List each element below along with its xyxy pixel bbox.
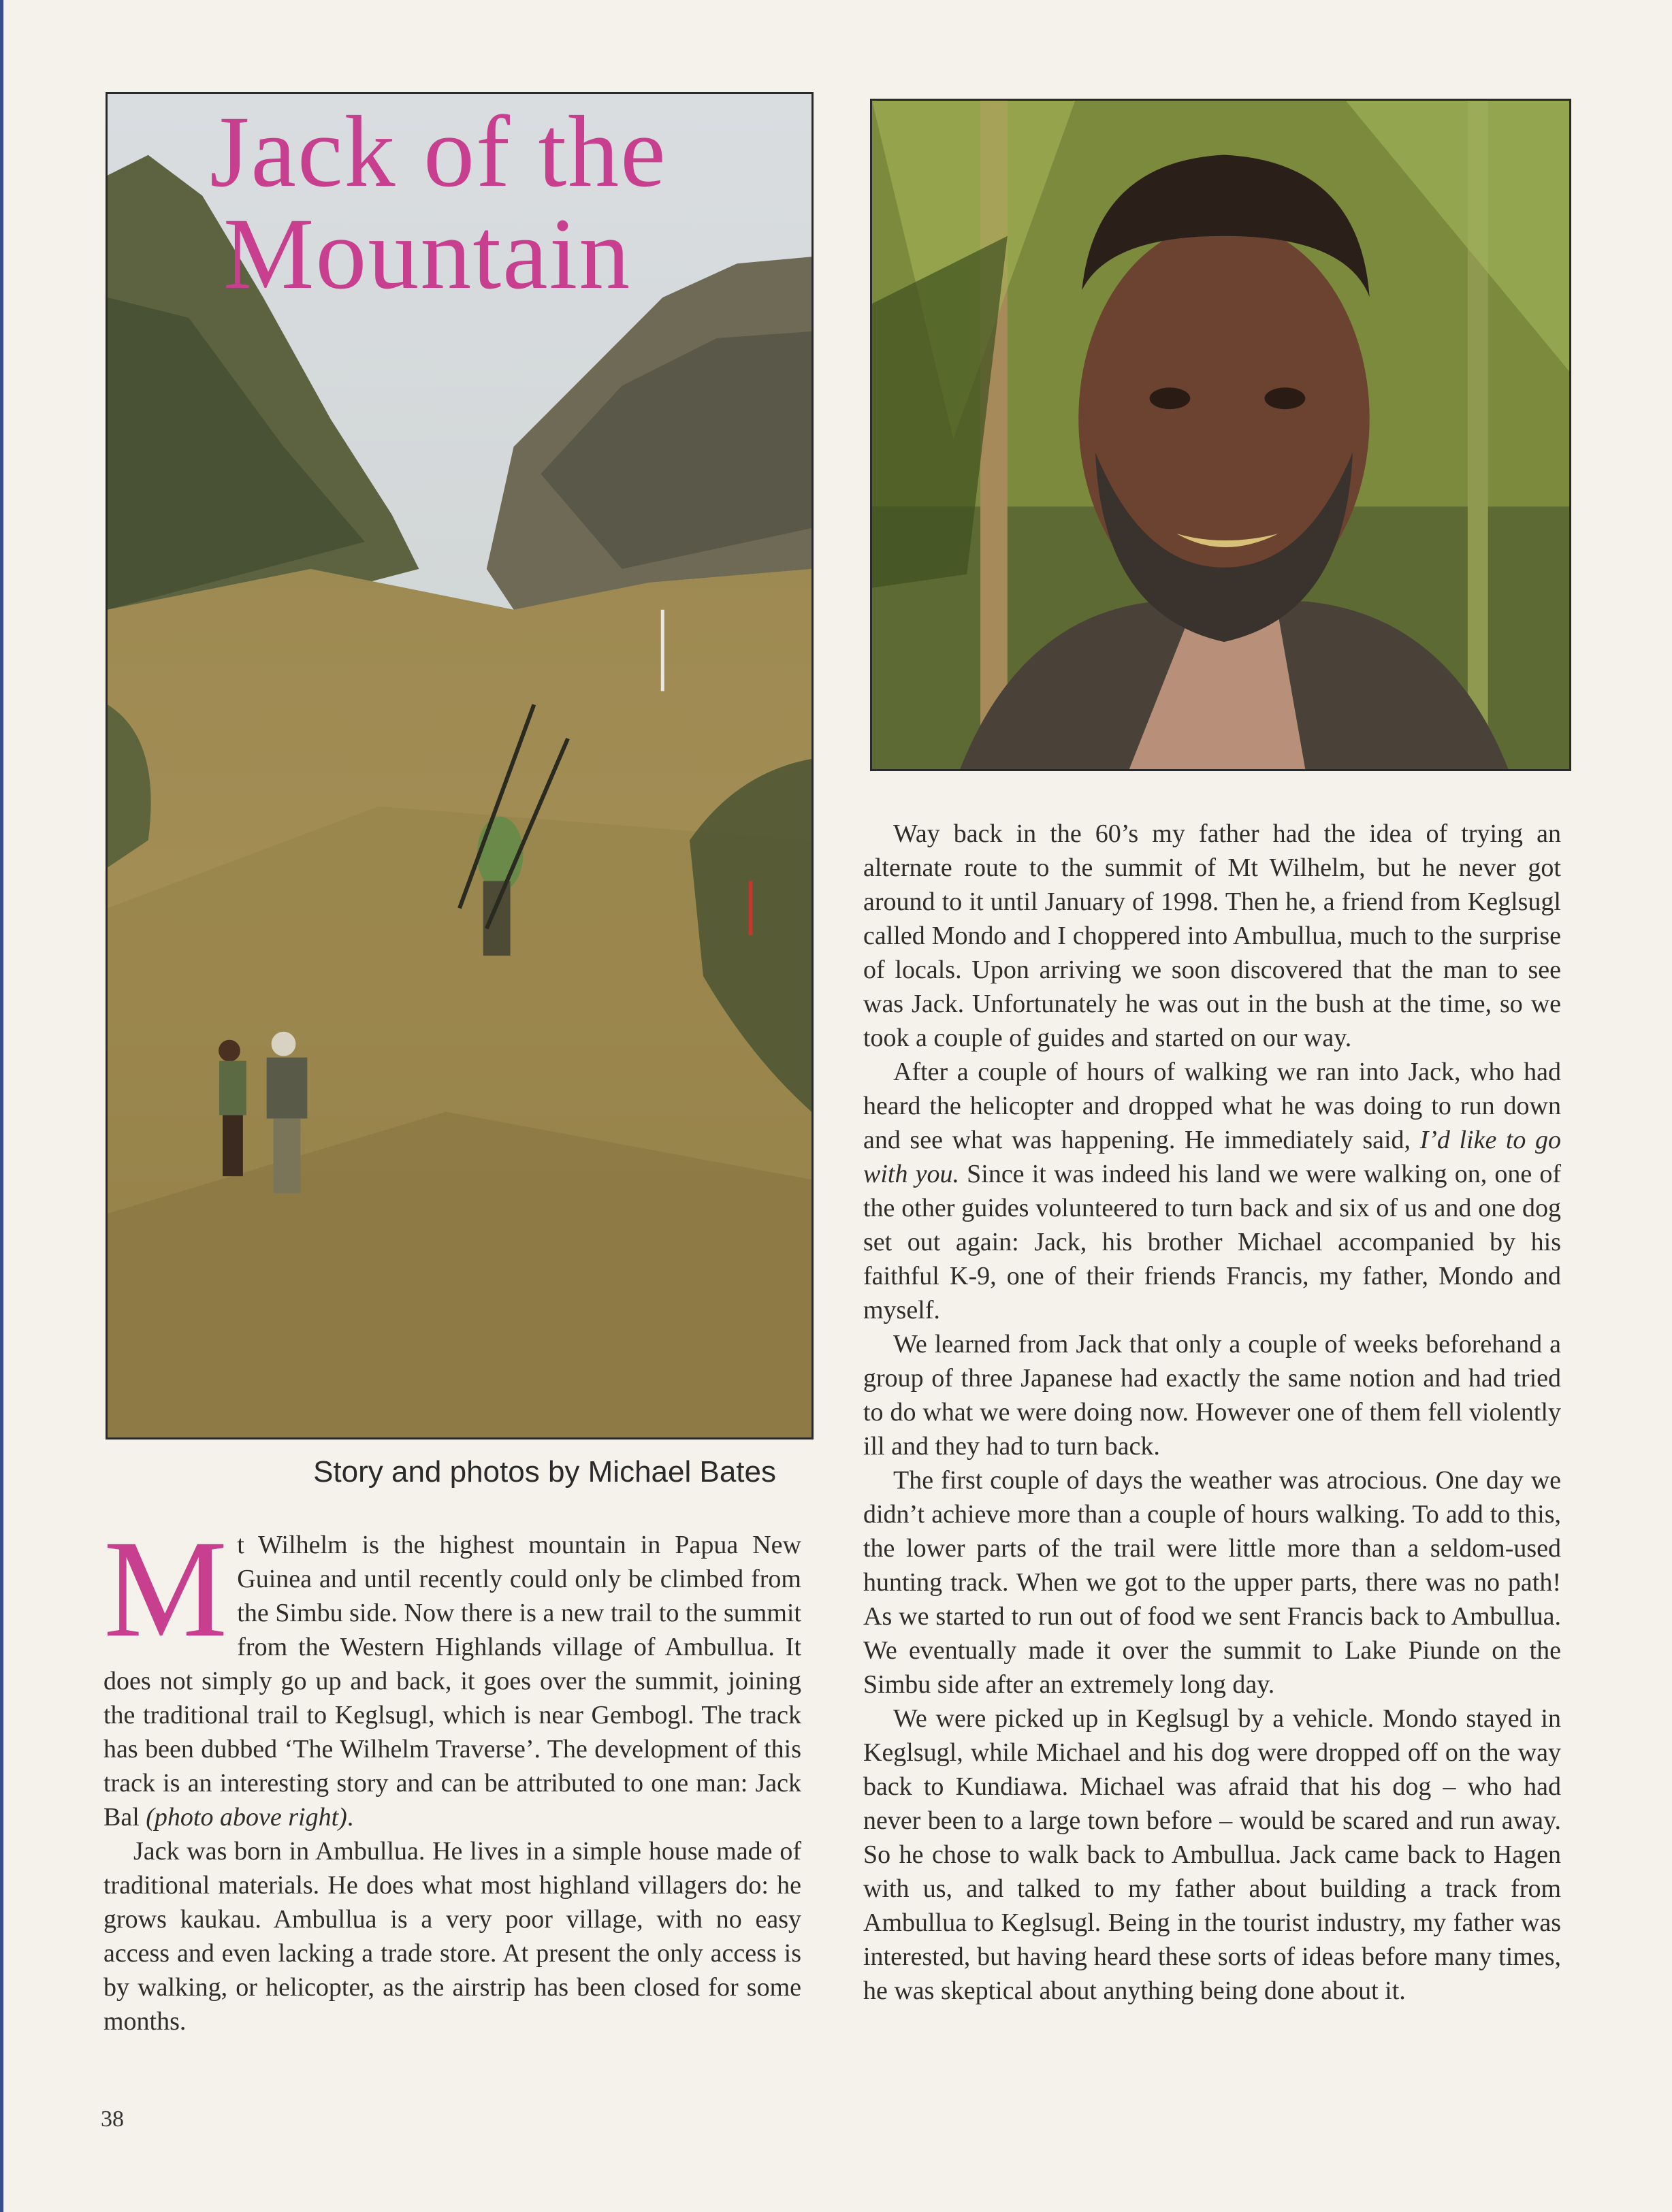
mountain-trail-photo (106, 92, 814, 1440)
paragraph-keglsugl: We were picked up in Keglsugl by a vehicle. Mondo stayed in Keglsugl, while Michael and his dog were dropped off on the way back to Kundiawa. Michael was afraid that his dog – who had never been to a large town before – would be scared and run away. So he chose to walk back to Ambullua. Jack came back to Hagen with us, and talked to my father about building a track from Ambullua to Keglsugl. Being in the tourist industry, my father was interested, but having heard these sorts of ideas before many times, he was skeptical about anything being done about it. (863, 1704, 1561, 2005)
title-line-1: Jack of the (210, 95, 667, 208)
portrait-illustration (872, 101, 1569, 769)
jack-portrait-photo (870, 99, 1571, 771)
page-edge-strip (0, 0, 3, 2212)
byline: Story and photos by Michael Bates (313, 1455, 776, 1489)
paragraph-walking (863, 1055, 1561, 1327)
jack-quote: I’d like to go with you. (863, 1126, 1561, 1188)
paragraph-weather: The first couple of days the weather was atrocious. One day we didn’t achieve more than a couple of hours walking. To add to this, the lower parts of the trail were little more than a seldom-used hunting track. When we got to the upper parts, there was no path! As we started to run out of food we sent Francis back to Ambullua. We eventually made it over the summit to Lake Piunde on the Simbu side after an extremely long day. (863, 1466, 1561, 1699)
page-number: 38 (101, 2107, 124, 2132)
paragraph-walking-tail: Since it was indeed his land we were walking on, one of the other guides volunteered to turn back and six of us and one dog set out again: Jack, his brother Michael accompanied by his faithful K-9, one of their friends Francis, my father, Mondo and myself. (863, 1160, 1562, 1324)
paragraph-ambullua: Jack was born in Ambullua. He lives in a simple house made of traditional materials. He does what most highland villagers do: he grows kaukau. Ambullua is a very poor village, with no easy access and even lacking a trade store. At present the only access is by walking, or helicopter, as the airstrip has been closed for some months. (103, 1837, 801, 2036)
intro-paragraph (103, 1512, 801, 1834)
paragraph-walking-lead: After a couple of hours of walking we ran into Jack, who had heard the helicopter and dropped what he was doing to run down and see what was happening. He immediately said, (863, 1058, 1561, 1154)
article-title (210, 95, 667, 310)
right-text-column (863, 817, 1561, 2008)
paragraph-japanese: We learned from Jack that only a couple of weeks beforehand a group of three Japanese had exactly the same notion and had tried to do what we were doing now. However one of them fell violently ill and they had to turn back. (863, 1330, 1561, 1461)
drop-cap: M (103, 1512, 228, 1666)
left-text-column (103, 1512, 801, 2038)
title-line-2: Mountain (223, 197, 632, 310)
intro-tail: . (347, 1803, 354, 1832)
paragraph-way-back: Way back in the 60’s my father had the idea of trying an alternate route to the summit of Mt Wilhelm, but he never got around to it until January of 1998. Then he, a friend from Keglsugl called Mondo and I choppered into Ambullua, much to the surprise of locals. Upon arriving we soon discovered that the man to see was Jack. Unfortunately he was out in the bush at the time, so we took a couple of guides and started on our way. (863, 819, 1561, 1052)
photo-reference: (photo above right) (146, 1803, 347, 1832)
intro-text: t Wilhelm is the highest mountain in Papua New Guinea and until recently could only be climbed from the Simbu side. Now there is a new trail to the summit from the Western Highlands village of Ambullua. It does not simply go up and back, it goes over the summit, joining the traditional trail to Keglsugl, which is near Gembogl. The track has been dubbed ‘The Wilhelm Traverse’. The development of this track is an interesting story and can be attributed to one man: Jack Bal (103, 1531, 801, 1832)
